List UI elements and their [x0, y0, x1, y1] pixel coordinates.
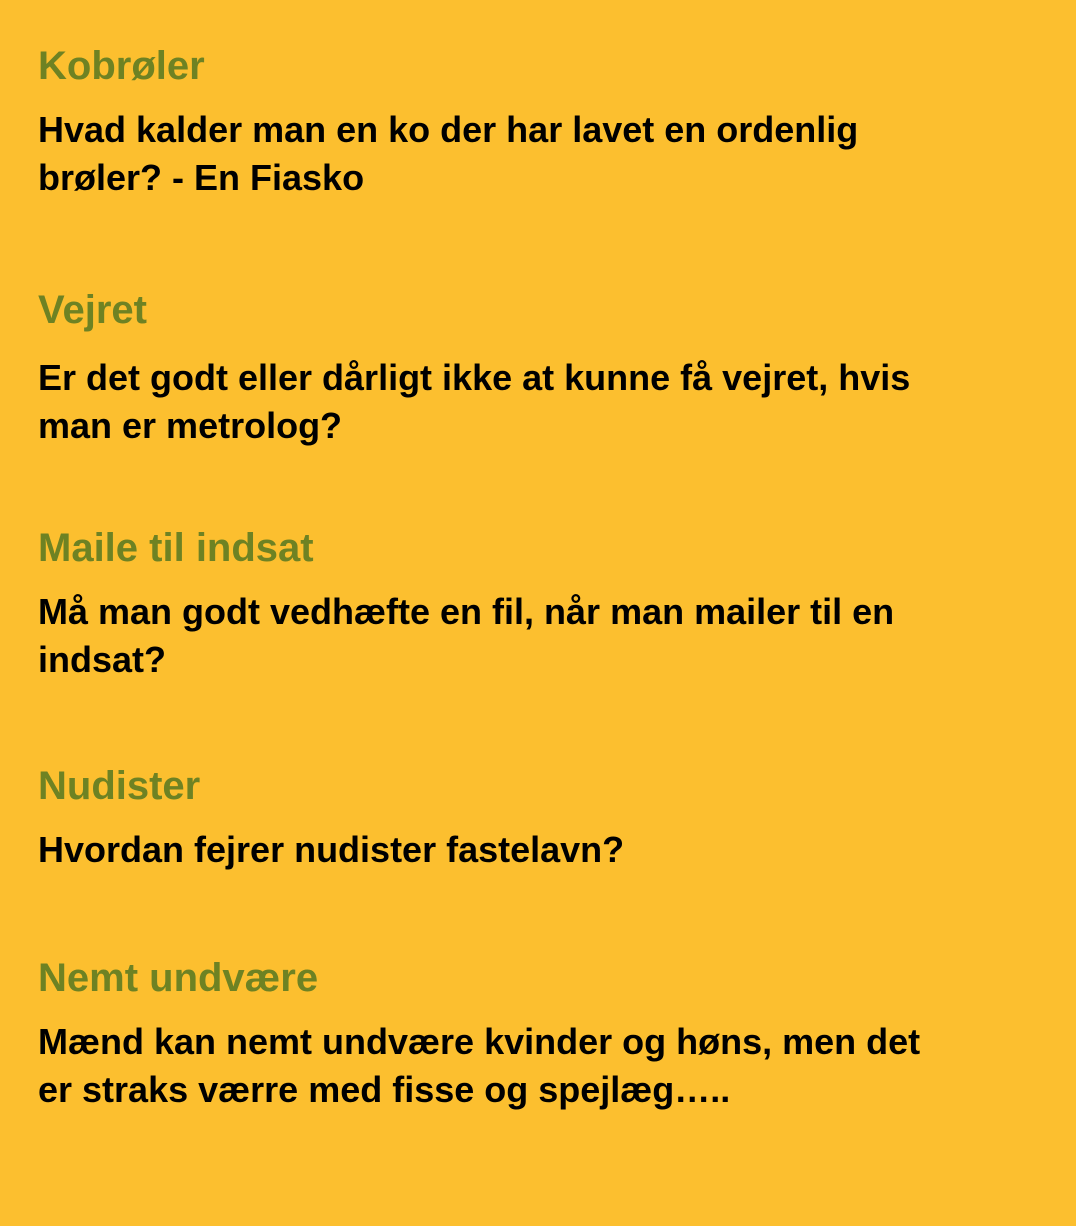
joke-title: Vejret: [38, 288, 147, 332]
joke-line: brøler? - En Fiasko: [38, 157, 365, 198]
joke-line: man er metrolog?: [38, 405, 343, 446]
joke-title: Kobrøler: [38, 44, 205, 88]
joke-nemt-undvaere: [38, 954, 1048, 1114]
joke-line: Hvordan fejrer nudister fastelavn?: [38, 829, 625, 870]
joke-body: [38, 354, 1048, 450]
joke-title: Nemt undvære: [38, 956, 319, 1000]
joke-line: Mænd kan nemt undvære kvinder og høns, men det: [38, 1021, 921, 1062]
joke-maile-til-indsat: [38, 524, 1048, 684]
joke-body: [38, 106, 1048, 202]
joke-line: er straks værre med fisse og spejlæg…..: [38, 1069, 731, 1110]
joke-line: Må man godt vedhæfte en fil, når man mailer til en: [38, 591, 895, 632]
joke-line: indsat?: [38, 639, 167, 680]
joke-line: Hvad kalder man en ko der har lavet en ordenlig: [38, 109, 859, 150]
joke-vejret: [38, 286, 1048, 450]
joke-line: Er det godt eller dårligt ikke at kunne få vejret, hvis: [38, 357, 911, 398]
joke-body: [38, 826, 1048, 874]
joke-nudister: [38, 762, 1048, 874]
joke-kobroler: [38, 42, 1048, 202]
joke-body: [38, 1018, 1048, 1114]
joke-title: Maile til indsat: [38, 526, 314, 570]
joke-body: [38, 588, 1048, 684]
joke-title: Nudister: [38, 764, 201, 808]
